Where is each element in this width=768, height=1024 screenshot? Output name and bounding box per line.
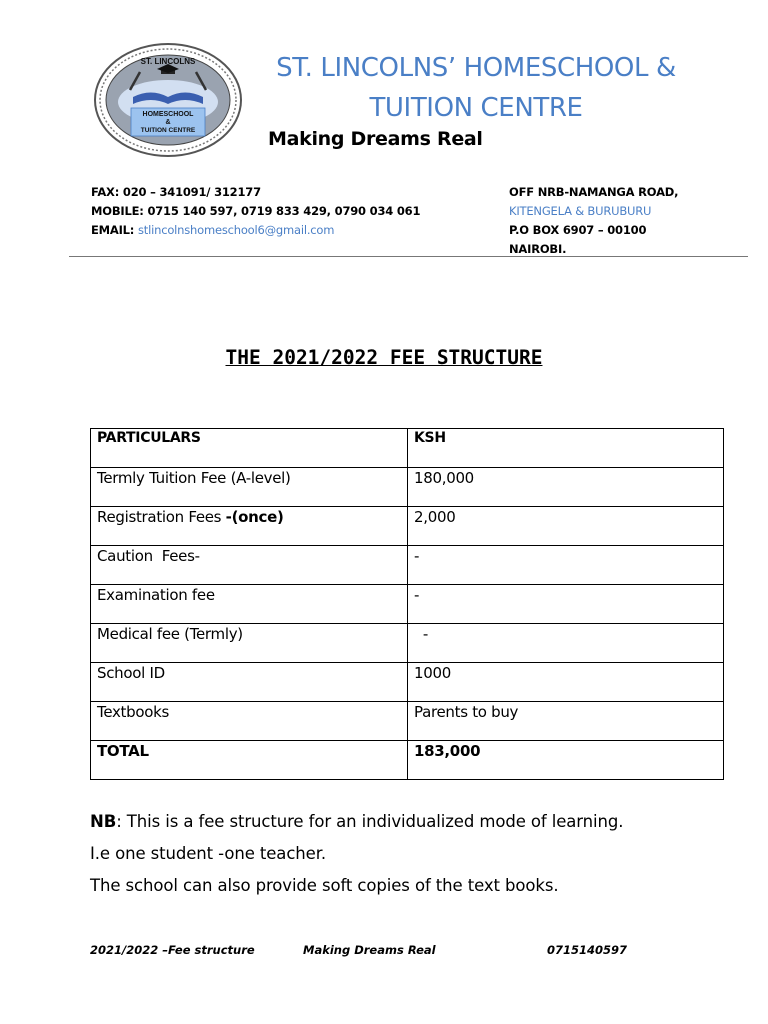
row-amount: Parents to buy (408, 702, 724, 741)
document-title: THE 2021/2022 FEE STRUCTURE (225, 346, 543, 369)
city-line: NAIROBI. (509, 242, 567, 256)
note-text-1: : This is a fee structure for an individualized mode of learning. (116, 812, 624, 831)
table-row (91, 624, 724, 663)
row-item (91, 585, 408, 624)
row-amount: 1000 (408, 663, 724, 702)
row-item (91, 507, 408, 546)
row-amount: - (408, 546, 724, 585)
logo-banner-line3: TUITION CENTRE (140, 127, 196, 134)
total-amount: 183,000 (408, 741, 724, 780)
school-logo (93, 42, 243, 158)
row-item (91, 468, 408, 507)
header-divider (69, 256, 748, 257)
row-amount: 180,000 (408, 468, 724, 507)
table-row (91, 702, 724, 741)
item-label: Examination fee (97, 586, 215, 604)
notes (90, 806, 623, 902)
branches-line: KITENGELA & BURUBURU (509, 204, 652, 218)
row-item (91, 624, 408, 663)
item-label: Caution Fees- (97, 547, 200, 565)
table-header-row (91, 429, 724, 468)
total-label: TOTAL (91, 741, 408, 780)
motto: Making Dreams Real (268, 128, 483, 150)
contact-left (91, 183, 420, 240)
logo-top-text: ST. LINCOLNS (140, 57, 196, 66)
fax-line: FAX: 020 – 341091/ 312177 (91, 185, 261, 199)
school-name-line1: ST. LINCOLNS’ HOMESCHOOL & (276, 53, 676, 83)
row-amount: - (408, 585, 724, 624)
po-box-line: P.O BOX 6907 – 00100 (509, 223, 647, 237)
mobile-line: MOBILE: 0715 140 597, 0719 833 429, 0790 034 061 (91, 204, 421, 218)
email-link[interactable]: stlincolnshomeschool6@gmail.com (138, 223, 335, 237)
item-label: School ID (97, 664, 165, 682)
school-name (260, 48, 692, 128)
footer-center: Making Dreams Real (303, 943, 436, 957)
row-item (91, 546, 408, 585)
contact-right (509, 183, 678, 259)
row-amount: 2,000 (408, 507, 724, 546)
header-particulars: PARTICULARS (91, 429, 408, 468)
item-label: Registration Fees (97, 508, 226, 526)
nb-label: NB (90, 812, 117, 831)
item-label: Medical fee (Termly) (97, 625, 243, 643)
table-row (91, 507, 724, 546)
fee-table (90, 428, 724, 780)
note-line-1 (90, 806, 623, 838)
table-row (91, 546, 724, 585)
note-line-3: The school can also provide soft copies of the text books. (90, 876, 559, 895)
item-label: Termly Tuition Fee (A-level) (97, 469, 291, 487)
school-name-line2: TUITION CENTRE (369, 93, 583, 123)
table-row (91, 468, 724, 507)
road-line: OFF NRB-NAMANGA ROAD, (509, 185, 679, 199)
item-label: Textbooks (97, 703, 170, 721)
table-row (91, 585, 724, 624)
logo-banner-line1: HOMESCHOOL (142, 111, 194, 118)
footer-left: 2021/2022 –Fee structure (90, 943, 255, 957)
logo-banner-line2: & (165, 119, 171, 126)
table-row (91, 663, 724, 702)
note-line-2: I.e one student -one teacher. (90, 844, 327, 863)
footer-right: 0715140597 (547, 943, 628, 957)
row-item (91, 702, 408, 741)
item-note: -(once) (225, 508, 284, 526)
row-item (91, 663, 408, 702)
table-total-row (91, 741, 724, 780)
email-label: EMAIL: (91, 223, 139, 237)
row-amount: - (408, 624, 724, 663)
header-ksh: KSH (408, 429, 724, 468)
email-line (91, 221, 420, 240)
